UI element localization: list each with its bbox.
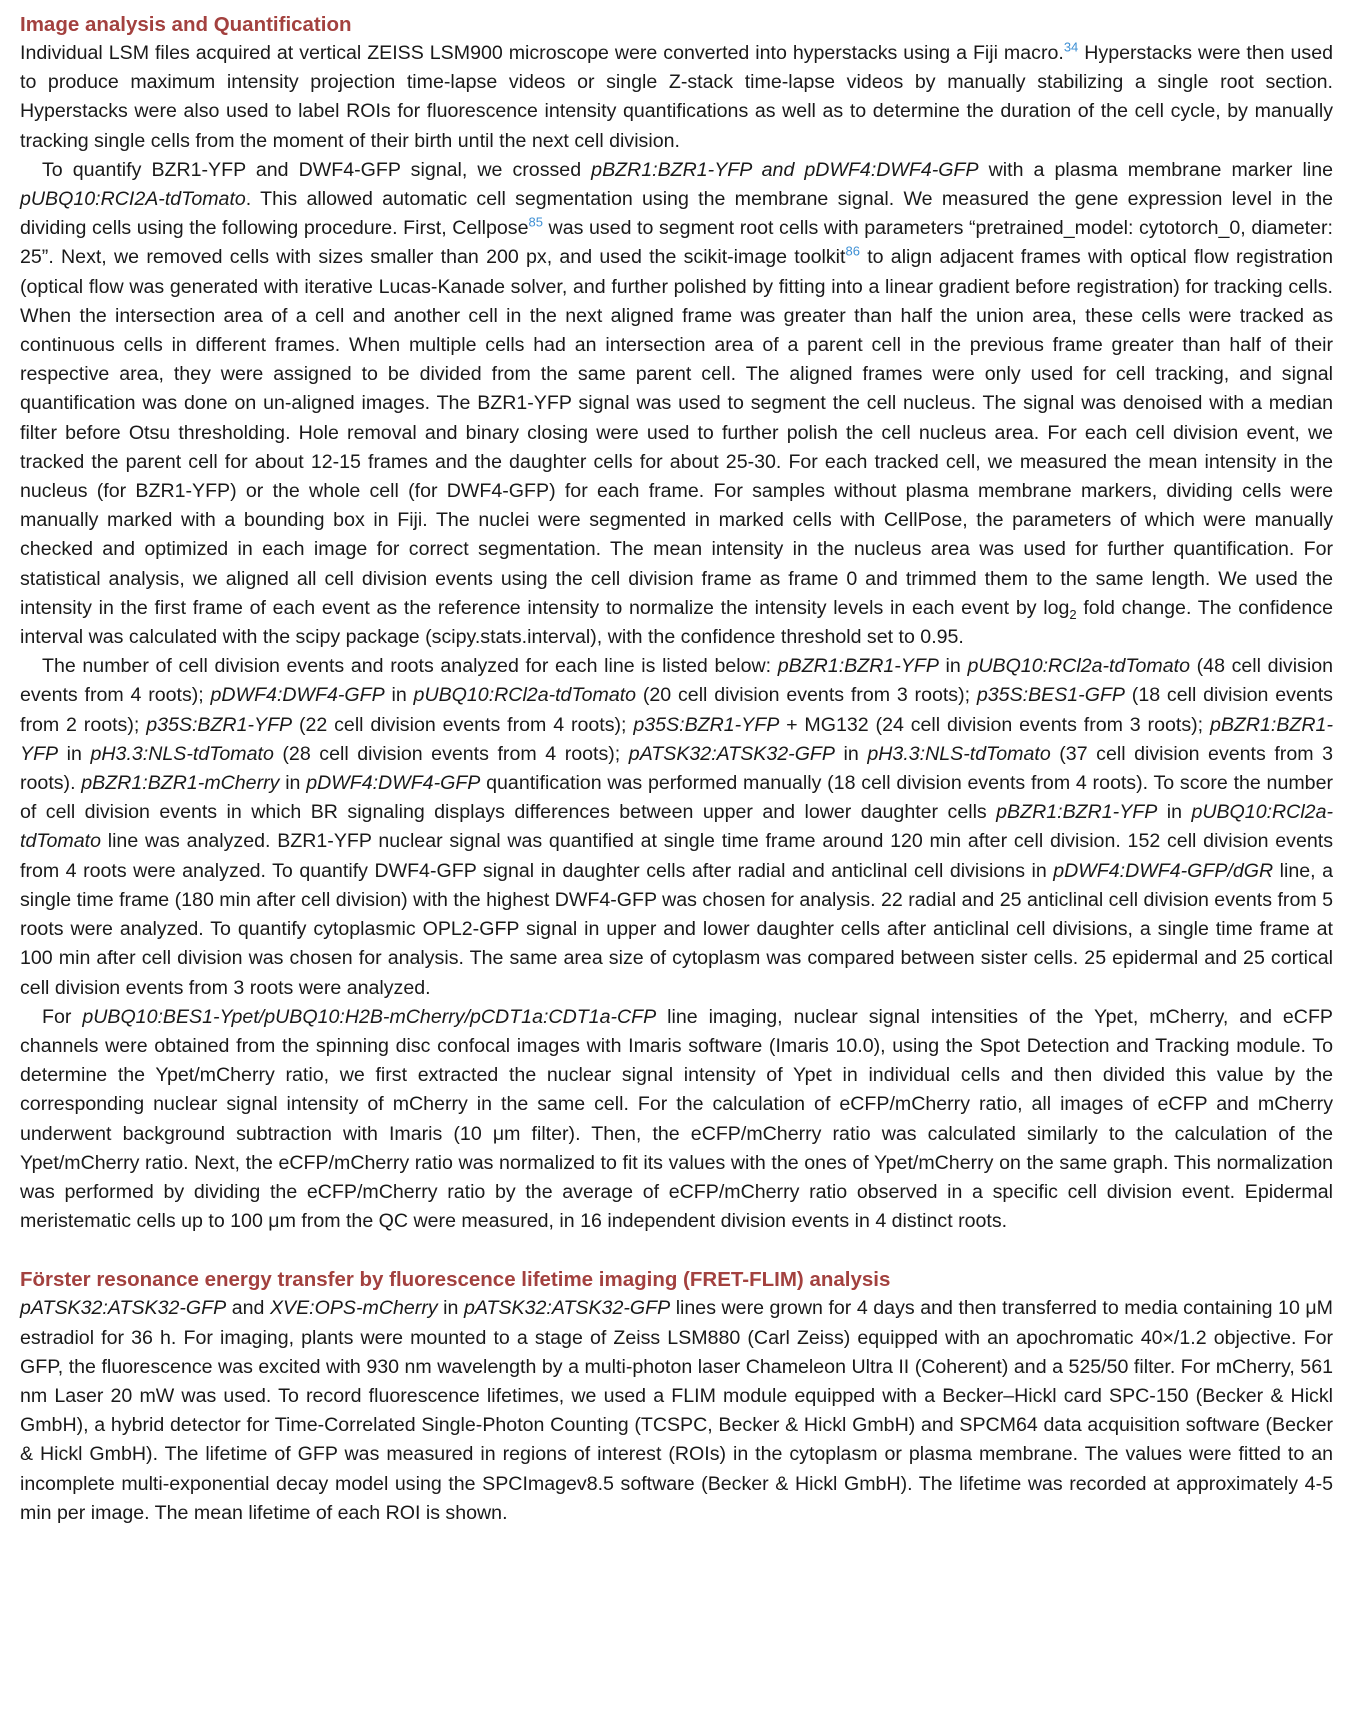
italic-term: pDWF4:DWF4-GFP/dGR: [1053, 859, 1274, 882]
italic-term: pUBQ10:RCl2a-tdTomato: [20, 801, 1334, 853]
italic-term: pBZR1:BZR1-YFP and pDWF4:DWF4-GFP: [591, 158, 979, 181]
paragraph-ypet-mcherry-ratio: [20, 1003, 1333, 1237]
text-run: in: [279, 772, 307, 795]
italic-term: pUBQ10:RCl2a-tdTomato: [413, 684, 637, 707]
italic-term: p35S:BZR1-YFP: [633, 713, 780, 736]
text-run: quantification was performed manually (18 cell division events from 4 roots). To score the number of cell division events in which BR signaling displays differences between upper and lower daughter cells: [20, 772, 1333, 824]
italic-term: pH3.3:NLS-tdTomato: [867, 742, 1051, 765]
text-run: (48 cell division events from 4 roots);: [20, 655, 1333, 707]
paragraph-fret-flim-method: [20, 1294, 1333, 1528]
text-run: in: [834, 742, 868, 765]
text-run: For: [42, 1005, 83, 1028]
italic-term: pDWF4:DWF4-GFP: [210, 684, 385, 707]
text-run: Hyperstacks were then used to produce maximum intensity projection time-lapse videos or single Z-stack time-lapse videos by manually stabilizing a single root section. Hyperstacks were also used to label ROIs for fluorescence intensity quantifications as well as to determine the duration of the cell cycle, by manually tracking single cells from the moment of their birth until the next cell division.: [20, 42, 1333, 152]
italic-term: p35S:BZR1-YFP: [146, 713, 293, 736]
document-page: [20, 10, 1333, 1528]
text-run: . This allowed automatic cell segmentation using the membrane signal. We measured the gene expression level in the dividing cells using the following procedure. First, Cellpose: [20, 188, 1333, 240]
citation-ref[interactable]: 86: [845, 243, 860, 259]
citation-ref[interactable]: 34: [1063, 39, 1079, 55]
citation-ref[interactable]: 85: [528, 214, 543, 230]
text-run: to align adjacent frames with optical flow registration (optical flow was generated with iterative Lucas-Kanade solver, and further polished by fitting into a linear gradient before registration) for tracking cells. When the intersection area of a cell and another cell in the next aligned frame was greater than half the union area, these cells were tracked as continuous cells in different frames. When multiple cells had an intersection area of a parent cell in the previous frame greater than half of their respective area, they were assigned to be divided from the same parent cell. The aligned frames were only used for cell tracking, and signal quantification was done on un-aligned images. The BZR1-YFP signal was used to segment the cell nucleus. The signal was denoised with a median filter before Otsu thresholding. Hole removal and binary closing were used to further polish the cell nucleus area. For each cell division event, we tracked the parent cell for about 12-15 frames and the daughter cells for about 25-30. For each tracked cell, we measured the mean intensity in the nucleus (for BZR1-YFP) or the whole cell (for DWF4-GFP) for each frame. For samples without plasma membrane markers, dividing cells were manually marked with a bounding box in Fiji. The nuclei were segmented in marked cells with CellPose, the parameters of which were manually checked and optimized in each image for correct segmentation. The mean intensity in the nucleus area was used for further quantification. For statistical analysis, we aligned all cell division events using the cell division frame as frame 0 and trimmed them to the same length. We used the intensity in the first frame of each event as the reference intensity to normalize the intensity levels in each event by log: [20, 246, 1333, 619]
text-run: (18 cell division events from 2 roots);: [20, 684, 1333, 736]
text-run: in: [938, 655, 968, 678]
italic-term: pH3.3:NLS-tdTomato: [90, 742, 274, 765]
text-run: was used to segment root cells with parameters “pretrained_model: cytotorch_0, diameter: 25”. Next, we removed cells with sizes smaller than 200 px, and used the scikit-image toolkit: [20, 217, 1333, 269]
section-gap: [20, 1236, 1333, 1265]
section-heading-image-analysis: Image analysis and Quantification: [20, 13, 352, 36]
text-run: fold change. The confidence interval was calculated with the scipy package (scipy.stats.interval), with the confidence threshold set to 0.95.: [20, 596, 1334, 649]
text-run: in: [384, 684, 414, 707]
text-run: line was analyzed. BZR1-YFP nuclear signal was quantified at single time frame around 120 min after cell division. 152 cell division events from 4 roots were analyzed. To quantify DWF4-GFP signal in daughter cells after radial and anticlinal cell divisions in: [20, 830, 1333, 882]
italic-term: pATSK32:ATSK32-GFP: [20, 1297, 227, 1320]
text-run: in: [437, 1297, 464, 1320]
italic-term: pUBQ10:RCl2a-tdTomato: [967, 655, 1190, 678]
text-run: (28 cell division events from 4 roots);: [273, 742, 629, 765]
section-heading-fret-flim: Förster resonance energy transfer by fluorescence lifetime imaging (FRET-FLIM) analysis: [20, 1268, 891, 1292]
subscript: 2: [1069, 606, 1077, 622]
italic-term: pBZR1:BZR1-YFP: [20, 713, 1333, 765]
paragraph-cell-division-events: [20, 652, 1333, 1002]
text-run: and: [226, 1297, 270, 1320]
italic-term: pBZR1:BZR1-YFP: [996, 801, 1158, 824]
text-run: line, a single time frame (180 min after cell division) with the highest DWF4-GFP was chosen for analysis. 22 radial and 25 anticlinal cell division events from 5 roots were analyzed. To quantify cytoplasmic OPL2-GFP signal in upper and lower daughter cells after anticlinal cell divisions, a single time frame at 100 min after cell division was chosen for analysis. The same area size of cytoplasm was compared between sister cells. 25 epidermal and 25 cortical cell division events from 3 roots were analyzed.: [20, 859, 1334, 999]
text-run: in: [58, 742, 91, 765]
italic-term: pBZR1:BZR1-mCherry: [81, 772, 280, 795]
text-run: (37 cell division events from 3 roots).: [20, 742, 1333, 795]
text-run: lines were grown for 4 days and then transferred to media containing 10 μM estradiol for 36 h. For imaging, plants were mounted to a stage of Zeiss LSM880 (Carl Zeiss) equipped with an apochromatic 40×/1.2 objective. For GFP, the fluorescence was excited with 930 nm wavelength by a multi-photon laser Chameleon Ultra II (Coherent) and a 525/50 filter. For mCherry, 561 nm Laser 20 mW was used. To record fluorescence lifetimes, we used a FLIM module equipped with a Becker–Hickl card SPC-150 (Becker & Hickl GmbH), a hybrid detector for Time-Correlated Single-Photon Counting (TCSPC, Becker & Hickl GmbH) and SPCM64 data acquisition software (Becker & Hickl GmbH). The lifetime of GFP was measured in regions of interest (ROIs) in the cytoplasm or plasma membrane. The values were fitted to an incomplete multi-exponential decay model using the SPCImagev8.5 software (Becker & Hickl GmbH). The lifetime was recorded at approximately 4-5 min per image. The mean lifetime of each ROI is shown.: [20, 1297, 1333, 1524]
text-run: in: [1157, 801, 1192, 824]
text-run: The number of cell division events and roots analyzed for each line is listed below:: [42, 655, 778, 678]
text-run: Individual LSM files acquired at vertical ZEISS LSM900 microscope were converted into hyperstacks using a Fiji macro.: [20, 42, 1064, 64]
italic-term: pDWF4:DWF4-GFP: [306, 772, 481, 795]
text-run: To quantify BZR1-YFP and DWF4-GFP signal, we crossed: [42, 158, 592, 181]
italic-term: pATSK32:ATSK32-GFP: [628, 742, 835, 765]
italic-term: pBZR1:BZR1-YFP: [777, 655, 939, 678]
italic-term: XVE:OPS-mCherry: [269, 1297, 438, 1320]
text-run: (22 cell division events from 4 roots);: [292, 713, 634, 736]
text-run: + MG132 (24 cell division events from 3 roots);: [779, 713, 1210, 736]
italic-term: pATSK32:ATSK32-GFP: [463, 1297, 671, 1320]
paragraph-lsm-files: [20, 39, 1333, 156]
text-run: with a plasma membrane marker line: [978, 158, 1334, 181]
italic-term: pUBQ10:BES1-Ypet/pUBQ10:H2B-mCherry/pCDT1a:CDT1a-CFP: [82, 1005, 657, 1028]
italic-term: pUBQ10:RCI2A-tdTomato: [20, 188, 246, 211]
text-run: line imaging, nuclear signal intensities of the Ypet, mCherry, and eCFP channels were obtained from the spinning disc confocal images with Imaris software (Imaris 10.0), using the Spot Detection and Tracking module. To determine the Ypet/mCherry ratio, we first extracted the nuclear signal intensity of Ypet in individual cells and then divided this value by the corresponding nuclear signal intensity of mCherry in the same cell. For the calculation of eCFP/mCherry ratio, all images of eCFP and mCherry underwent background subtraction with Imaris (10 μm filter). Then, the eCFP/mCherry ratio was calculated similarly to the calculation of the Ypet/mCherry ratio. Next, the eCFP/mCherry ratio was normalized to fit its values with the ones of Ypet/mCherry on the same graph. This normalization was performed by dividing the eCFP/mCherry ratio by the average of eCFP/mCherry ratio observed in a specific cell division event. Epidermal meristematic cells up to 100 μm from the QC were measured, in 16 independent division events in 4 distinct roots.: [20, 1005, 1333, 1233]
text-run: (20 cell division events from 3 roots);: [636, 684, 977, 707]
italic-term: p35S:BES1-GFP: [976, 684, 1125, 707]
paragraph-bzr1-dwf4-quantification: [20, 156, 1333, 652]
